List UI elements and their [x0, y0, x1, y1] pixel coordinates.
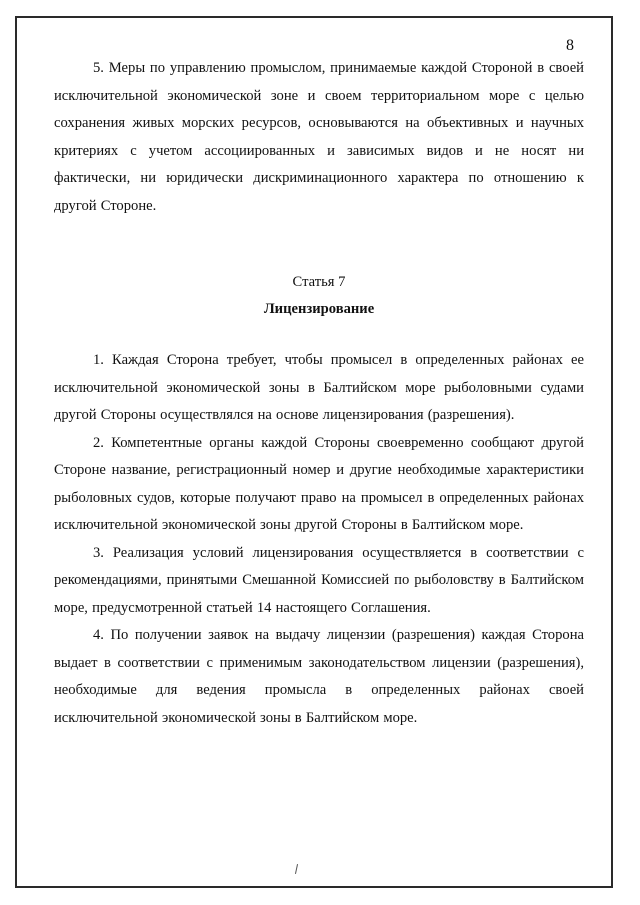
article-number: Статья 7: [292, 274, 346, 290]
section-5-paragraph: 5. Меры по управлению промыслом, принимаемые каждой Стороной в своей исключительной экономической зоне и своем территориальном море с целью сохранения живых морских ресурсов, основываются на объективных и научных критериях с учетом ассоциированных и зависимых видов и не носят ни фактически, ни юридически дискриминационного характера по отношению к другой Стороне.: [54, 60, 584, 214]
paragraph-1: 1. Каждая Сторона требует, чтобы промысел в определенных районах ее исключительной экономической зоны в Балтийском море рыболовными судами другой Стороны осуществлялся на основе лицензирования (разрешения).: [54, 352, 584, 423]
paragraph-4: 4. По получении заявок на выдачу лицензии (разрешения) каждая Сторона выдает в соответствии с применимым законодательством лицензии (разрешения), необходимые для ведения промысла в определенных районах своей исключительной экономической зоны в Балтийском море.: [54, 627, 584, 726]
paragraph-2: 2. Компетентные органы каждой Стороны своевременно сообщают другой Стороне название, регистрационный номер и другие необходимые характеристики рыболовных судов, которые получают право на промысел в определенных районах исключительной экономической зоны другой Стороны в Балтийском море.: [54, 434, 584, 533]
section-5-block: [54, 55, 584, 220]
paragraph-3: 3. Реализация условий лицензирования осуществляется в соответствии с рекомендациями, принятыми Смешанной Комиссией по рыболовству в Балтийском море, предусмотренной статьей 14 настоящего Соглашения.: [54, 544, 584, 616]
article-title: Лицензирование: [263, 301, 375, 317]
article-heading: [54, 269, 584, 323]
page-number: 8: [566, 37, 574, 54]
article-body: [54, 347, 584, 732]
